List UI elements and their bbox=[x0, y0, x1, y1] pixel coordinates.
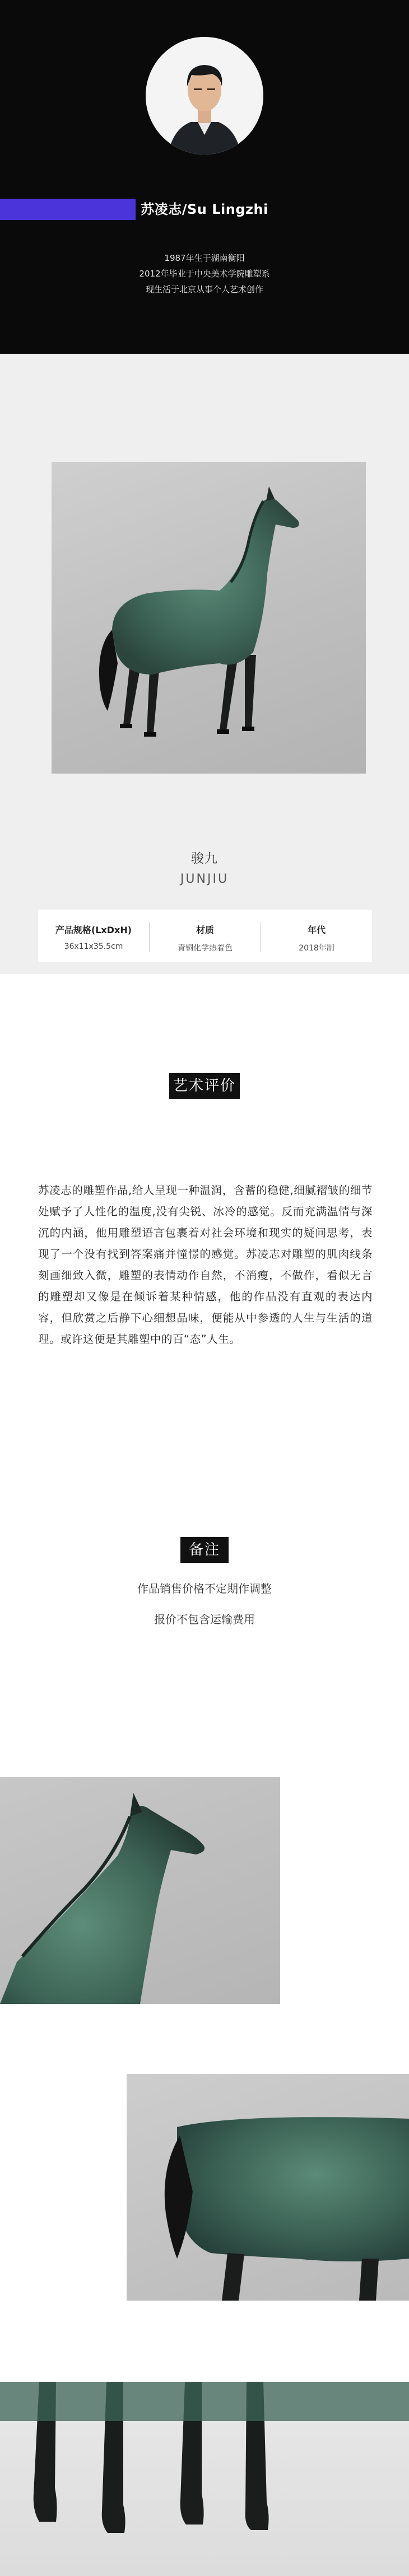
horse-legs-detail-image bbox=[0, 2382, 409, 2576]
spec-table bbox=[38, 910, 372, 962]
spec-material-value: 青铜化学热着色 bbox=[178, 944, 233, 953]
bio-line-1: 1987年生于湖南衡阳 bbox=[164, 253, 245, 263]
bio-line-2: 2012年毕业于中央美术学院雕塑系 bbox=[139, 269, 270, 279]
artwork-title-cn: 骏九 bbox=[191, 851, 218, 866]
bio-line-3: 现生活于北京从事个人艺术创作 bbox=[145, 284, 263, 294]
spec-year-label: 年代 bbox=[307, 925, 326, 935]
note-line-1: 作品销售价格不定期作调整 bbox=[137, 1582, 272, 1595]
detail-photo-legs bbox=[0, 2382, 409, 2576]
note-line-2: 报价不包含运输费用 bbox=[154, 1613, 255, 1626]
critique-heading: 艺术评价 bbox=[169, 1073, 240, 1099]
avatar-portrait bbox=[146, 37, 263, 154]
artist-avatar bbox=[146, 37, 263, 154]
artist-name-bar bbox=[0, 199, 409, 220]
artwork-title-en: JUNJIU bbox=[180, 872, 229, 886]
spec-material-label: 材质 bbox=[196, 925, 214, 935]
notes-heading: 备注 bbox=[180, 1537, 229, 1563]
spec-size bbox=[38, 910, 149, 962]
detail-photo-body bbox=[127, 2074, 409, 2301]
spec-size-label: 产品规格(LxDxH) bbox=[55, 925, 132, 935]
artwork-photo bbox=[52, 462, 366, 774]
spec-size-value: 36x11x35.5cm bbox=[64, 942, 123, 951]
spec-year bbox=[261, 910, 372, 962]
horse-body-detail-image bbox=[127, 2074, 409, 2301]
horse-head-detail-image bbox=[0, 1777, 280, 2004]
critique-text: 苏凌志的雕塑作品,给人呈现一种温润，含蓄的稳健,细腻褶皱的细节处赋予了人性化的温度,没有尖锐、冰冷的感觉。反而充满温情与深沉的内涵，他用雕塑语言包裹着对社会环境和现实的疑问思考，表现了一个没有找到答案痛并憧憬的感觉。苏凌志对雕塑的肌肉线条刻画细致入微，雕塑的表情动作自然，不消瘦，不做作，看似无言的雕塑却又像是在倾诉着某种情感，他的作品没有直观的表达内容，但欣赏之后静下心细想品味，便能从中参透的人生与生活的道理。或许这便是其雕塑中的百“态”人生。 bbox=[38, 1184, 373, 1346]
horse-sculpture-image bbox=[52, 462, 366, 774]
artist-name: 苏凌志/Su Lingzhi bbox=[141, 202, 268, 217]
spec-material bbox=[150, 910, 261, 962]
detail-photo-head bbox=[0, 1777, 280, 2004]
spec-year-value: 2018年制 bbox=[299, 944, 334, 953]
